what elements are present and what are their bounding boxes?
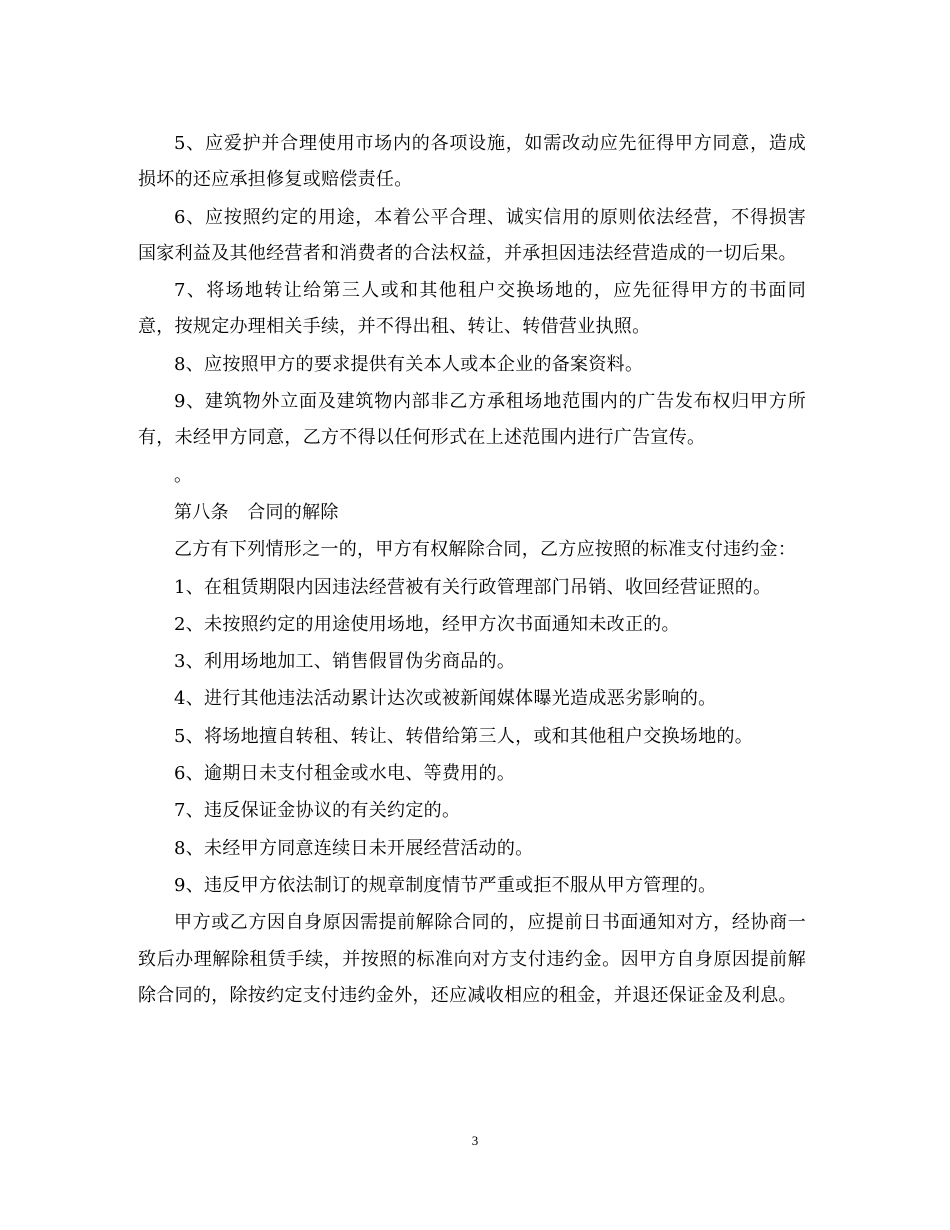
clause-6-usage: 6、应按照约定的用途，本着公平合理、诚实信用的原则依法经营，不得损害国家利益及其他经营者和消费者的合法权益，并承担因违法经营造成的一切后果。 [138, 206, 806, 264]
clause-9-advertising: 9、建筑物外立面及建筑物内部非乙方承租场地范围内的广告发布权归甲方所有，未经甲方同意，乙方不得以任何形式在上述范围内进行广告宣传。 [138, 391, 806, 449]
termination-item-8: 8、未经甲方同意连续日未开展经营活动的。 [174, 837, 534, 859]
termination-intro: 乙方有下列情形之一的，甲方有权解除合同，乙方应按照的标准支付违约金： [174, 539, 797, 561]
article-8-heading: 第八条 合同的解除 [174, 501, 339, 523]
stray-period: 。 [174, 464, 193, 486]
termination-item-1: 1、在租赁期限内因违法经营被有关行政管理部门吊销、收回经营证照的。 [174, 576, 772, 598]
clause-5-facilities: 5、应爱护并合理使用市场内的各项设施，如需改动应先征得甲方同意，造成损坏的还应承担修复或赔偿责任。 [138, 133, 806, 191]
early-termination-clause: 甲方或乙方因自身原因需提前解除合同的，应提前日书面通知对方，经协商一致后办理解除租赁手续，并按照的标准向对方支付违约金。因甲方自身原因提前解除合同的，除按约定支付违约金外，还应减收相应的租金，并退还保证金及利息。 [138, 912, 806, 1006]
termination-item-7: 7、违反保证金协议的有关约定的。 [174, 800, 461, 822]
contract-body [138, 126, 806, 1014]
termination-item-9: 9、违反甲方依法制订的规章制度情节严重或拒不服从甲方管理的。 [174, 874, 717, 896]
termination-item-3: 3、利用场地加工、销售假冒伪劣商品的。 [174, 651, 516, 673]
termination-item-5: 5、将场地擅自转租、转让、转借给第三人，或和其他租户交换场地的。 [174, 725, 754, 747]
termination-item-2: 2、未按照约定的用途使用场地，经甲方次书面通知未改正的。 [174, 613, 680, 635]
termination-item-4: 4、进行其他违法活动累计达次或被新闻媒体曝光造成恶劣影响的。 [174, 688, 717, 710]
clause-8-records: 8、应按照甲方的要求提供有关本人或本企业的备案资料。 [174, 353, 644, 375]
page-number: 3 [471, 1133, 479, 1148]
termination-item-6: 6、逾期日未支付租金或水电、等费用的。 [174, 763, 516, 785]
clause-7-transfer: 7、将场地转让给第三人或和其他租户交换场地的，应先征得甲方的书面同意，按规定办理相关手续，并不得出租、转让、转借营业执照。 [138, 280, 806, 338]
